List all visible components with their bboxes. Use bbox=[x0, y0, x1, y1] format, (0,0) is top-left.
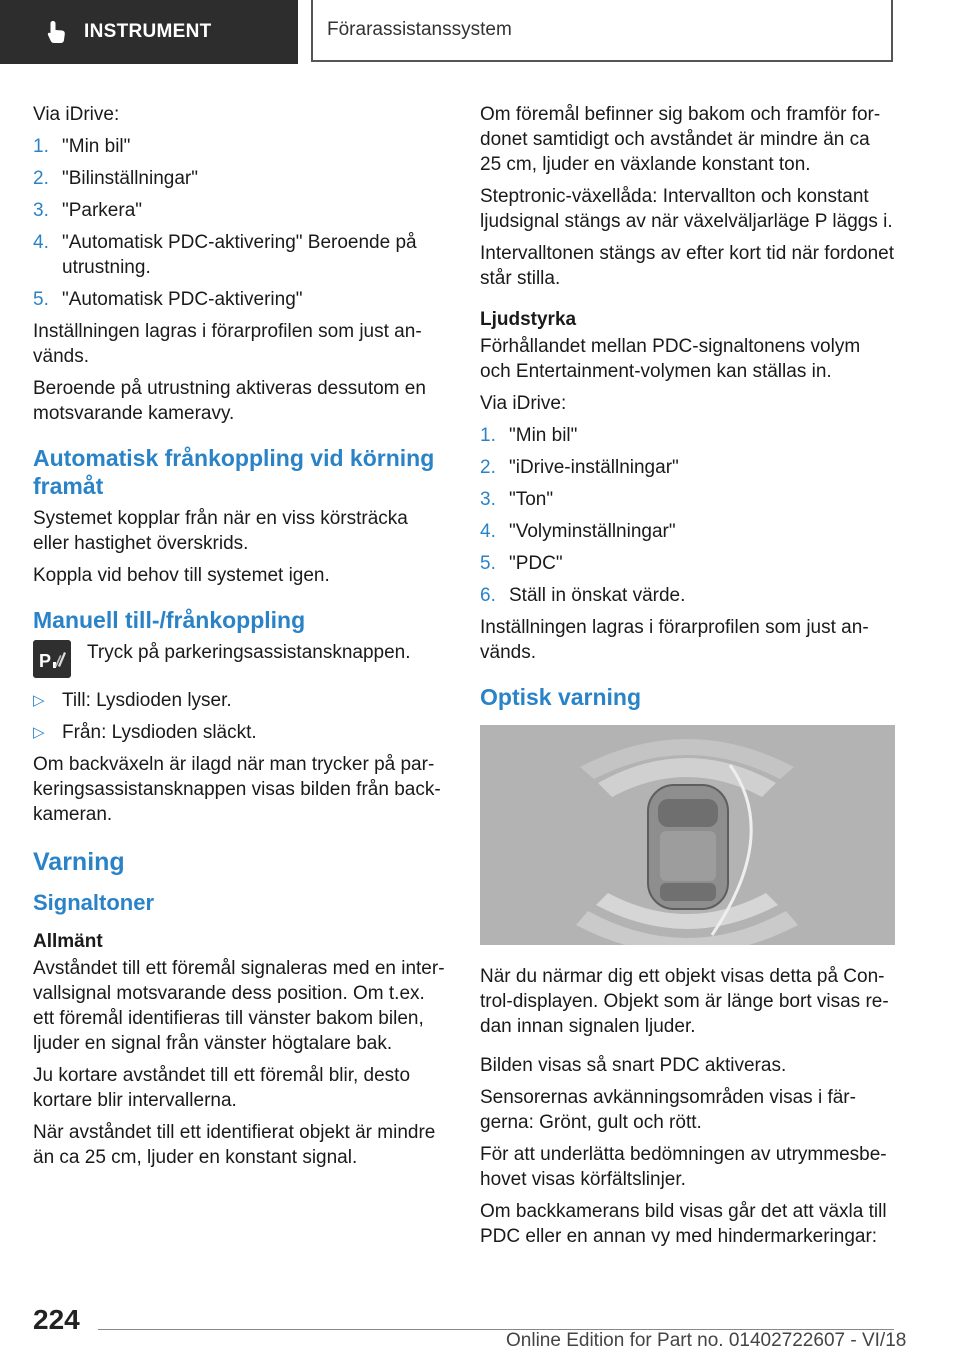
svg-text:P: P bbox=[39, 651, 52, 671]
paragraph: Steptronic-växellåda: Intervallton och konstant ljudsignal stängs av när växelväljarläge P läggs i. bbox=[480, 186, 893, 232]
paragraph: Om backkamerans bild visas går det att växla till PDC eller en annan vy med hindermarkeringar: bbox=[480, 1201, 887, 1247]
heading-optisk-varning: Optisk varning bbox=[480, 684, 642, 710]
heading-varning: Varning bbox=[33, 848, 125, 876]
page-header bbox=[0, 0, 960, 66]
heading-allmant: Allmänt bbox=[33, 931, 103, 952]
heading-manual: Manuell till-/frånkoppling bbox=[33, 607, 306, 633]
chapter-tab bbox=[311, 0, 893, 62]
list-item: 2. "iDrive-inställningar" bbox=[480, 457, 679, 478]
via-idrive-label: Via iDrive: bbox=[480, 393, 567, 414]
paragraph: Sensorernas avkänningsområden visas i färgerna: Grönt, gult och rött. bbox=[480, 1087, 856, 1133]
list-item: 2. "Bilinställningar" bbox=[33, 168, 198, 189]
idrive-steps-list bbox=[33, 134, 449, 312]
list-item: ▷ Till: Lysdioden lyser. bbox=[33, 690, 232, 711]
list-item: 5. "PDC" bbox=[480, 553, 563, 574]
page-number: 224 bbox=[33, 1304, 80, 1335]
list-item: 1. "Min bil" bbox=[33, 136, 131, 157]
heading-auto-off: Automatisk frånkoppling vid körning framåt bbox=[33, 445, 435, 499]
paragraph: Intervalltonen stängs av efter kort tid när fordonet står stilla. bbox=[480, 243, 895, 289]
paragraph: När avståndet till ett identifierat objekt är mindre än ca 25 cm, ljuder en konstant signal. bbox=[33, 1122, 436, 1168]
edition-note: Online Edition for Part no. 01402722607 - VI/18 bbox=[506, 1330, 907, 1351]
list-item: 3. "Parkera" bbox=[33, 200, 143, 221]
paragraph: Inställningen lagras i förarprofilen som just används. bbox=[33, 321, 422, 367]
paragraph: Inställningen lagras i förarprofilen som just används. bbox=[480, 617, 869, 663]
triangle-bullet-icon: ▷ bbox=[33, 724, 45, 741]
list-item: 4. "Automatisk PDC-aktivering" Beroende på utrustning. bbox=[33, 232, 417, 278]
paragraph: Ju kortare avståndet till ett föremål blir, desto kortare blir intervallerna. bbox=[33, 1065, 411, 1111]
paragraph: Koppla vid behov till systemet igen. bbox=[33, 565, 330, 586]
list-item: 6. Ställ in önskat värde. bbox=[480, 585, 686, 606]
heading-signaltoner: Signaltoner bbox=[33, 890, 155, 915]
paragraph: Systemet kopplar från när en viss körsträcka eller hastighet överskrids. bbox=[33, 508, 408, 554]
led-status-list bbox=[33, 688, 449, 745]
pointing-hand-icon bbox=[44, 19, 70, 45]
paragraph: Avståndet till ett föremål signaleras med en intervallsignal motsvarande dess position. Om t.ex. ett föremål identifieras till vänster bakom bilen, ljuder en signal från vänster högtalare bak. bbox=[33, 958, 445, 1054]
parking-assist-button-icon bbox=[33, 640, 71, 678]
section-tab-instrument bbox=[0, 0, 298, 64]
list-item: 5. "Automatisk PDC-aktivering" bbox=[33, 289, 303, 310]
idrive-steps-list bbox=[480, 423, 896, 608]
left-column bbox=[33, 102, 449, 1177]
chapter-title: Förarassistanssystem bbox=[327, 19, 512, 40]
car-top-view-pdc-sensors-illustration bbox=[480, 725, 895, 945]
triangle-bullet-icon: ▷ bbox=[33, 692, 45, 709]
paragraph: Tryck på parkeringsassistansknappen. bbox=[87, 642, 411, 663]
paragraph: När du närmar dig ett objekt visas detta på Control-displayen. Objekt som är länge bort visas redan innan signalen ljuder. bbox=[480, 966, 889, 1037]
section-label: INSTRUMENT bbox=[84, 21, 212, 42]
list-item: 1. "Min bil" bbox=[480, 425, 578, 446]
page-footer bbox=[0, 1300, 960, 1362]
right-column bbox=[480, 102, 896, 1256]
heading-ljudstyrka: Ljudstyrka bbox=[480, 309, 577, 330]
paragraph: Beroende på utrustning aktiveras dessutom en motsvarande kameravy. bbox=[33, 378, 426, 424]
paragraph: För att underlätta bedömningen av utrymmesbehovet visas körfältslinjer. bbox=[480, 1144, 887, 1190]
paragraph: Bilden visas så snart PDC aktiveras. bbox=[480, 1055, 787, 1076]
paragraph: Förhållandet mellan PDC-signaltonens volym och Entertainment-volymen kan ställas in. bbox=[480, 336, 861, 382]
list-item: ▷ Från: Lysdioden släckt. bbox=[33, 722, 257, 743]
list-item: 3. "Ton" bbox=[480, 489, 554, 510]
paragraph: Om backväxeln är ilagd när man trycker på parkeringsassistansknappen visas bilden från backkameran. bbox=[33, 754, 441, 825]
via-idrive-label: Via iDrive: bbox=[33, 104, 120, 125]
paragraph: Om föremål befinner sig bakom och framför fordonet samtidigt och avståndet är mindre än ca 25 cm, ljuder en växlande konstant ton. bbox=[480, 104, 881, 175]
list-item: 4. "Volyminställningar" bbox=[480, 521, 676, 542]
button-instruction bbox=[33, 640, 449, 678]
